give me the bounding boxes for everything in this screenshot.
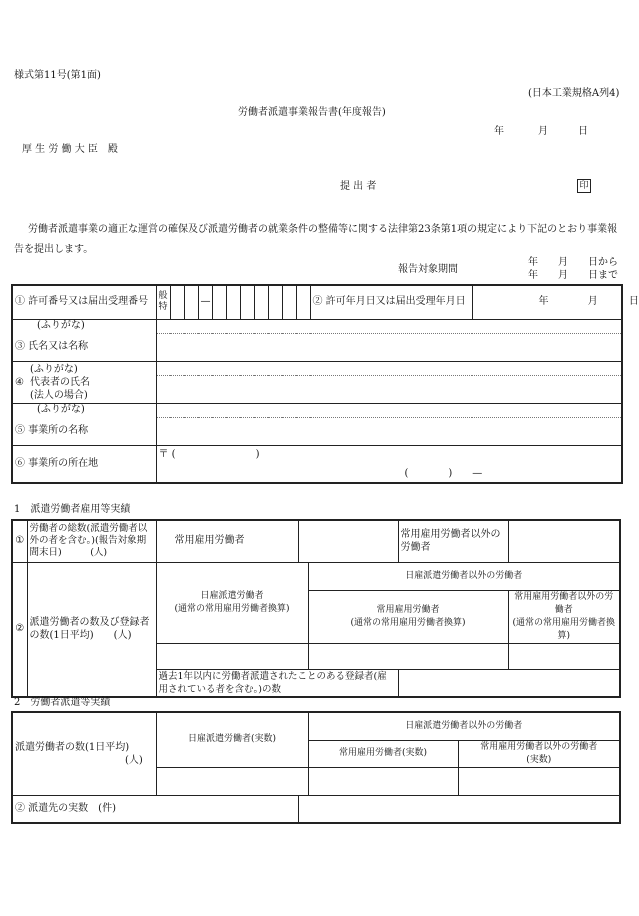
s2-dispatch-count-label [12, 712, 156, 795]
name-furigana-label: (ふりがな) [12, 319, 156, 333]
s2-label-title: 派遣労働者の数(1日平均) [15, 741, 130, 753]
representative-furigana-field[interactable] [156, 361, 622, 375]
period-to: 年 月 日まで [528, 270, 618, 281]
s1-nonregular-subtitle: (通常の常用雇用労働者換算) [512, 617, 615, 641]
permit-digit-5[interactable] [240, 285, 254, 319]
s1-regular-count-field[interactable] [308, 643, 508, 669]
permit-digit-7[interactable] [268, 285, 282, 319]
section2-heading: 2 労働者派遣等実績 [14, 697, 111, 708]
date-year: 年 [494, 126, 504, 137]
permit-digit-3[interactable] [212, 285, 226, 319]
permit-date-year: 年 [538, 296, 549, 308]
office-name-field[interactable] [156, 417, 622, 445]
permit-number-label: ① 許可番号又は届出受理番号 [12, 285, 156, 319]
name-label: ③ 氏名又は名称 [12, 333, 156, 361]
s2-nonregular-title: 常用雇用労働者以外の労働者 [480, 741, 598, 752]
jis-size-note: (日本工業規格A列4) [528, 88, 620, 99]
permit-date-label: ② 許可年月日又は届出受理年月日 [310, 285, 472, 319]
representative-label-name: 代表者の氏名 [29, 376, 90, 388]
s2-daily-field[interactable] [156, 767, 308, 795]
s1-regular-header [308, 590, 508, 643]
section1-heading: 1 派遣労働者雇用等実績 [14, 504, 131, 515]
addressee: 厚 生 労 働 大 臣 殿 [22, 144, 118, 155]
s2-nondaily-header: 日雇派遣労働者以外の労働者 [308, 712, 620, 740]
permit-digit-2[interactable] [184, 285, 198, 319]
s2-nonregular-header [458, 740, 620, 767]
permit-digit-4[interactable] [226, 285, 240, 319]
s1-nonregular-count-field[interactable] [508, 643, 620, 669]
name-furigana-field[interactable] [156, 319, 622, 333]
s2-daily-header: 日雇派遣労働者(実数) [156, 712, 308, 767]
s1-daily-field[interactable] [156, 643, 308, 669]
s1-daily-header [156, 562, 308, 643]
s1-total-workers-label: 労働者の総数(派遣労働者以外の者を含む。)(報告対象期間末日) (人) [27, 520, 156, 562]
s2-regular-header: 常用雇用労働者(実数) [308, 740, 458, 767]
s1-registrants-field[interactable] [398, 669, 620, 697]
basic-info-table [11, 284, 639, 484]
s1-nonregular-header [508, 590, 620, 643]
representative-label-corp: (法人の場合) [29, 389, 88, 401]
seal-mark: 印 [577, 179, 591, 193]
s1-daily-title: 日雇派遣労働者 [200, 590, 264, 601]
permit-digit-1[interactable] [170, 285, 184, 319]
s1-r2-number: ② [12, 562, 27, 697]
representative-label [12, 361, 156, 403]
permit-digit-6[interactable] [254, 285, 268, 319]
permit-digit-8[interactable] [282, 285, 296, 319]
name-field[interactable] [156, 333, 622, 361]
representative-field[interactable] [156, 375, 622, 403]
permit-date-day: 日 [628, 296, 639, 308]
postal-code: 〒 ( ) [158, 448, 260, 460]
office-address-field[interactable] [156, 445, 622, 483]
date-day: 日 [578, 126, 588, 137]
permit-date-field[interactable] [472, 285, 639, 319]
office-furigana-label: (ふりがな) [12, 403, 156, 417]
dispatch-table [11, 711, 621, 824]
employment-table [11, 519, 621, 698]
representative-furigana-label: (ふりがな) [29, 363, 78, 375]
permit-dash: — [198, 285, 212, 319]
permit-digit-9[interactable] [296, 285, 310, 319]
permit-code-top: 般 [158, 291, 168, 302]
office-name-label: ⑤ 事業所の名称 [12, 417, 156, 445]
s1-registrants-label: 過去1年以内に労働者派遣されたことのある登録者(雇用されている者を含む。)の数 [156, 669, 398, 697]
s1-nondaily-header: 日雇派遣労働者以外の労働者 [308, 562, 620, 590]
s2-client-count-label: ② 派遣先の実数 (件) [12, 795, 298, 823]
date-month: 月 [538, 126, 548, 137]
office-address-label: ⑥ 事業所の所在地 [12, 445, 156, 483]
s2-client-count-field[interactable] [298, 795, 620, 823]
permit-date-month: 月 [587, 296, 598, 308]
s1-daily-subtitle: (通常の常用雇用労働者換算) [174, 603, 290, 614]
s2-regular-field[interactable] [308, 767, 458, 795]
form-number: 様式第11号(第1面) [14, 70, 101, 81]
s2-nonregular-subtitle: (実数) [526, 754, 552, 765]
period-label: 報告対象期間 [398, 264, 458, 275]
s1-dispatch-count-label: 派遣労働者の数及び登録者の数(1日平均) (人) [27, 562, 156, 697]
s2-nonregular-field[interactable] [458, 767, 620, 795]
s1-nonregular-label: 常用雇用労働者以外の労働者 [398, 520, 508, 562]
s1-regular-subtitle: (通常の常用雇用労働者換算) [350, 617, 466, 628]
phone-number: ( ) — [404, 467, 483, 479]
office-furigana-field[interactable] [156, 403, 622, 417]
period-from: 年 月 日から [528, 257, 618, 268]
intro-text: 労働者派遣事業の適正な運営の確保及び派遣労働者の就業条件の整備等に関する法律第23条第1項の規定により下記のとおり事業報告を提出します。 [14, 224, 618, 255]
permit-code-bottom: 特 [158, 302, 168, 313]
s1-regular-label: 常用雇用労働者 [156, 520, 298, 562]
representative-number: ④ [15, 376, 24, 388]
submitter-label: 提 出 者 [340, 181, 377, 192]
s1-regular-title: 常用雇用労働者 [376, 604, 440, 615]
s1-regular-field[interactable] [298, 520, 398, 562]
s2-label-unit: (人) [125, 754, 143, 766]
s1-nonregular-field[interactable] [508, 520, 620, 562]
s1-nonregular-title: 常用雇用労働者以外の労働者 [514, 591, 614, 615]
page-title: 労働者派遣事業報告書(年度報告) [238, 107, 386, 118]
permit-type-code [156, 285, 170, 319]
s1-r1-number: ① [12, 520, 27, 562]
